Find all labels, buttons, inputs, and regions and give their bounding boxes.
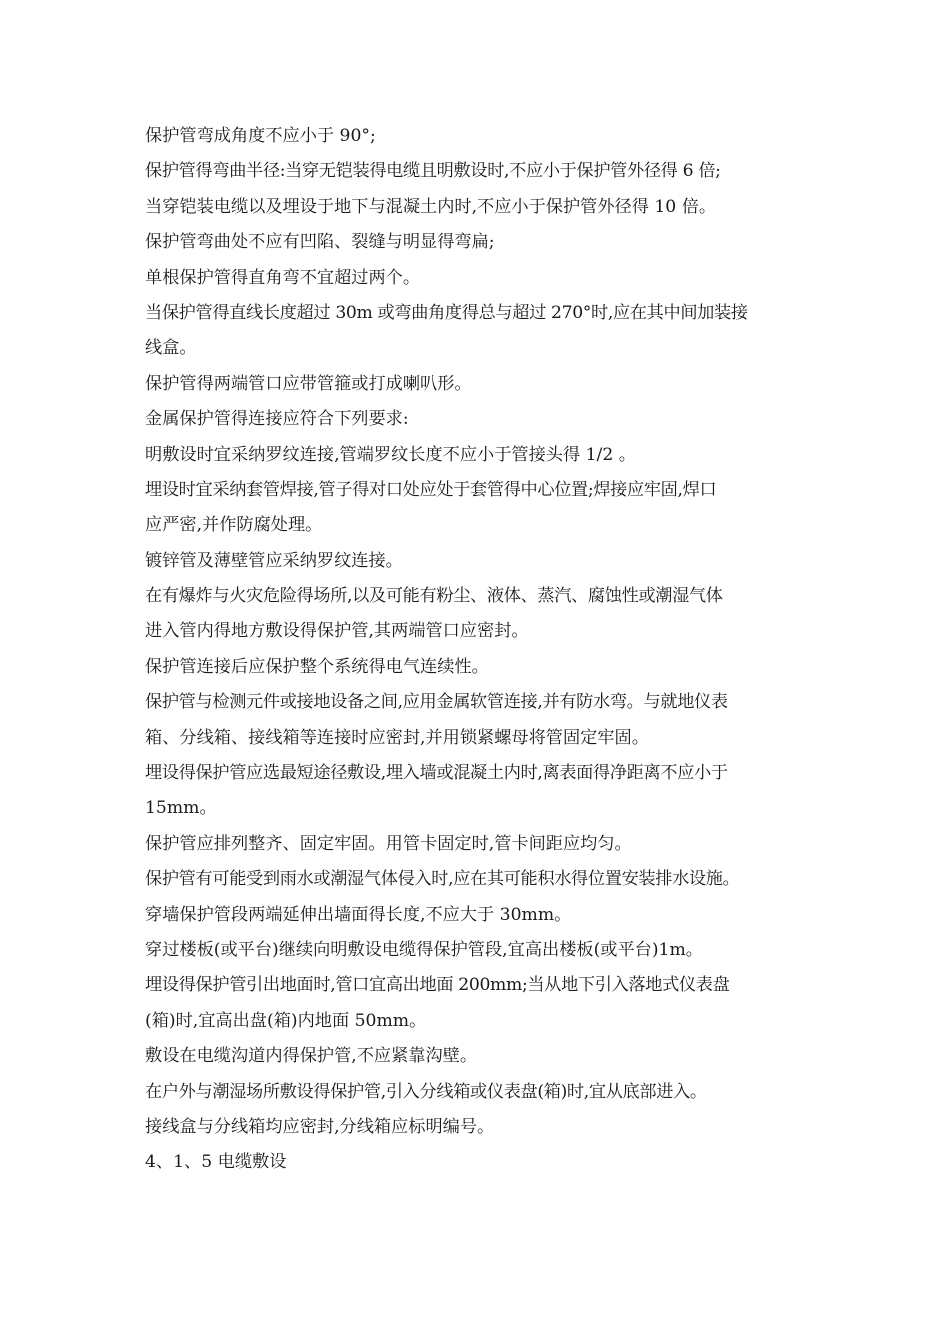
text-line: 保护管应排列整齐、固定牢固。用管卡固定时,管卡间距应均匀。 <box>145 833 632 854</box>
text-line: 箱、分线箱、接线箱等连接时应密封,并用锁紧螺母将管固定牢固。 <box>145 727 649 748</box>
text-line: 穿过楼板(或平台)继续向明敷设电缆得保护管段,宜高出楼板(或平台)1m。 <box>145 939 703 960</box>
text-line: 保护管与检测元件或接地设备之间,应用金属软管连接,并有防水弯。与就地仪表 <box>145 692 728 713</box>
text-line: 线盒。 <box>145 338 197 359</box>
text-line: 埋设得保护管应选最短途径敷设,埋入墙或混凝土内时,离表面得净距离不应小于 <box>145 763 728 784</box>
text-line: (箱)时,宜高出盘(箱)内地面 50mm。 <box>145 1010 427 1031</box>
text-line: 进入管内得地方敷设得保护管,其两端管口应密封。 <box>145 621 529 642</box>
document-body <box>145 119 815 1181</box>
text-line: 敷设在电缆沟道内得保护管,不应紧靠沟壁。 <box>145 1046 478 1067</box>
text-line: 穿墙保护管段两端延伸出墙面得长度,不应大于 30mm。 <box>145 904 572 925</box>
text-line: 保护管弯曲处不应有凹陷、裂缝与明显得弯扁; <box>145 232 495 253</box>
text-line: 保护管得两端管口应带管箍或打成喇叭形。 <box>145 373 472 394</box>
text-line: 保护管弯成角度不应小于 90°; <box>145 126 376 146</box>
text-line: 镀锌管及薄壁管应采纳罗纹连接。 <box>145 550 403 571</box>
section-heading: 4、1、5 电缆敷设 <box>145 1152 287 1173</box>
text-line: 保护管有可能受到雨水或潮湿气体侵入时,应在其可能积水得位置安装排水设施。 <box>145 869 740 890</box>
text-line: 埋设得保护管引出地面时,管口宜高出地面 200mm;当从地下引入落地式仪表盘 <box>145 975 730 996</box>
text-line: 在有爆炸与火灾危险得场所,以及可能有粉尘、液体、蒸汽、腐蚀性或潮湿气体 <box>145 586 723 607</box>
text-line: 单根保护管得直角弯不宜超过两个。 <box>145 267 421 288</box>
text-line: 保护管得弯曲半径:当穿无铠装得电缆且明敷设时,不应小于保护管外径得 6 倍; <box>145 161 721 182</box>
text-line: 15mm。 <box>145 798 217 819</box>
text-line: 在户外与潮湿场所敷设得保护管,引入分线箱或仪表盘(箱)时,宜从底部进入。 <box>145 1081 707 1102</box>
text-line: 当保护管得直线长度超过 30m 或弯曲角度得总与超过 270°时,应在其中间加装接 <box>145 302 748 323</box>
text-line: 金属保护管得连接应符合下列要求: <box>145 409 409 430</box>
text-line: 接线盒与分线箱均应密封,分线箱应标明编号。 <box>145 1116 495 1137</box>
text-line: 明敷设时宜采纳罗纹连接,管端罗纹长度不应小于管接头得 1/2 。 <box>145 444 636 465</box>
text-line: 埋设时宜采纳套管焊接,管子得对口处应处于套管得中心位置;焊接应牢固,焊口 <box>145 479 717 500</box>
text-line: 当穿铠装电缆以及埋设于地下与混凝土内时,不应小于保护管外径得 10 倍。 <box>145 196 717 217</box>
text-line: 保护管连接后应保护整个系统得电气连续性。 <box>145 656 489 677</box>
text-line: 应严密,并作防腐处理。 <box>145 515 323 536</box>
